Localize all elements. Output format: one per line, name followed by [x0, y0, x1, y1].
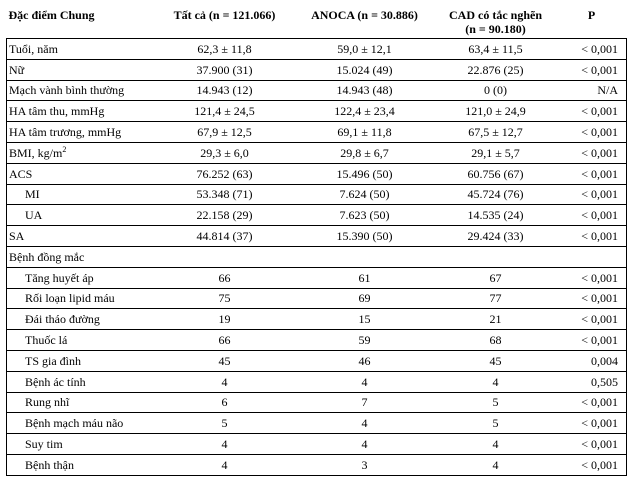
cell-anoca: 4	[295, 371, 435, 392]
cell-cad: 68	[435, 330, 557, 351]
row-label: Mạch vành bình thường	[7, 80, 155, 101]
cell-all: 45	[155, 350, 295, 371]
section-label-comorbidities: Bệnh đồng mắc	[7, 246, 627, 267]
table-row	[7, 163, 627, 184]
cell-p: < 0,001	[557, 434, 627, 455]
cell-p: < 0,001	[557, 142, 627, 163]
cell-cad: 45	[435, 350, 557, 371]
table-row	[7, 288, 627, 309]
cell-anoca: 7.624 (50)	[295, 184, 435, 205]
cell-cad: 29.424 (33)	[435, 226, 557, 247]
cell-cad: 22.876 (25)	[435, 59, 557, 80]
header-all: Tất cả (n = 121.066)	[173, 8, 276, 22]
cell-all: 44.814 (37)	[155, 226, 295, 247]
table-row	[7, 371, 627, 392]
cell-anoca: 15.024 (49)	[295, 59, 435, 80]
cell-p: < 0,001	[557, 288, 627, 309]
cell-all: 4	[155, 434, 295, 455]
header-anoca: ANOCA (n = 30.886)	[311, 8, 418, 22]
table-row	[7, 142, 627, 163]
cell-cad: 29,1 ± 5,7	[435, 142, 557, 163]
table-body	[7, 39, 627, 476]
table-row	[7, 122, 627, 143]
table-row	[7, 434, 627, 455]
cell-all: 29,3 ± 6,0	[155, 142, 295, 163]
cell-all: 76.252 (63)	[155, 163, 295, 184]
row-label: UA	[7, 205, 155, 226]
cell-all: 75	[155, 288, 295, 309]
header-characteristic: Đặc điểm Chung	[8, 8, 95, 22]
cell-anoca: 15.390 (50)	[295, 226, 435, 247]
table-row	[7, 392, 627, 413]
cell-all: 14.943 (12)	[155, 80, 295, 101]
cell-all: 37.900 (31)	[155, 59, 295, 80]
table-row	[7, 226, 627, 247]
cell-all: 19	[155, 309, 295, 330]
cell-cad: 4	[435, 434, 557, 455]
cell-all: 53.348 (71)	[155, 184, 295, 205]
cell-all: 5	[155, 413, 295, 434]
row-label: Suy tim	[7, 434, 155, 455]
cell-anoca: 69	[295, 288, 435, 309]
row-label: Rối loạn lipid máu	[7, 288, 155, 309]
cell-all: 62,3 ± 11,8	[155, 39, 295, 60]
cell-anoca: 15.496 (50)	[295, 163, 435, 184]
row-label: Tăng huyết áp	[7, 267, 155, 288]
table-row	[7, 59, 627, 80]
cell-all: 22.158 (29)	[155, 205, 295, 226]
cell-cad: 14.535 (24)	[435, 205, 557, 226]
cell-cad: 5	[435, 413, 557, 434]
header-cad-line2: (n = 90.180)	[465, 22, 526, 36]
cell-anoca: 15	[295, 309, 435, 330]
cell-anoca: 14.943 (48)	[295, 80, 435, 101]
cell-all: 66	[155, 330, 295, 351]
cell-all: 67,9 ± 12,5	[155, 122, 295, 143]
cell-cad: 45.724 (76)	[435, 184, 557, 205]
row-label: Đái tháo đường	[7, 309, 155, 330]
cell-all: 6	[155, 392, 295, 413]
row-label: Tuổi, năm	[7, 39, 155, 60]
cell-p: < 0,001	[557, 184, 627, 205]
cell-p: < 0,001	[557, 163, 627, 184]
cell-all: 4	[155, 454, 295, 475]
cell-anoca: 4	[295, 434, 435, 455]
row-label: SA	[7, 226, 155, 247]
cell-p: < 0,001	[557, 122, 627, 143]
cell-anoca: 59	[295, 330, 435, 351]
table-row	[7, 101, 627, 122]
header-cad	[435, 4, 557, 39]
table-row	[7, 80, 627, 101]
cell-anoca: 46	[295, 350, 435, 371]
row-label: Bệnh thận	[7, 454, 155, 475]
table-row	[7, 454, 627, 475]
cell-p: < 0,001	[557, 226, 627, 247]
table-row	[7, 350, 627, 371]
row-label-main: BMI, kg/m	[9, 145, 63, 160]
row-label: Nữ	[7, 59, 155, 80]
table-row	[7, 267, 627, 288]
cell-cad: 5	[435, 392, 557, 413]
cell-cad: 0 (0)	[435, 80, 557, 101]
cell-p: < 0,001	[557, 59, 627, 80]
header-row	[7, 4, 627, 39]
cell-cad: 63,4 ± 11,5	[435, 39, 557, 60]
cell-p: < 0,001	[557, 267, 627, 288]
cell-p: < 0,001	[557, 101, 627, 122]
cell-cad: 4	[435, 371, 557, 392]
cell-all: 121,4 ± 24,5	[155, 101, 295, 122]
row-label: Rung nhĩ	[7, 392, 155, 413]
cell-p: < 0,001	[557, 309, 627, 330]
cell-p: < 0,001	[557, 454, 627, 475]
row-label	[7, 142, 155, 163]
cell-p: 0,505	[557, 371, 627, 392]
row-label: Bệnh ác tính	[7, 371, 155, 392]
cell-p: N/A	[557, 80, 627, 101]
cell-cad: 77	[435, 288, 557, 309]
cell-p: < 0,001	[557, 392, 627, 413]
cell-anoca: 3	[295, 454, 435, 475]
row-label: TS gia đình	[7, 350, 155, 371]
row-label: MI	[7, 184, 155, 205]
table-row	[7, 205, 627, 226]
table-row	[7, 309, 627, 330]
row-label: HA tâm trương, mmHg	[7, 122, 155, 143]
cell-cad: 60.756 (67)	[435, 163, 557, 184]
cell-cad: 67	[435, 267, 557, 288]
cell-p: 0,004	[557, 350, 627, 371]
cell-cad: 121,0 ± 24,9	[435, 101, 557, 122]
header-p: P	[587, 8, 596, 22]
cell-anoca: 69,1 ± 11,8	[295, 122, 435, 143]
cell-all: 4	[155, 371, 295, 392]
cell-p: < 0,001	[557, 330, 627, 351]
characteristics-table	[6, 4, 627, 476]
cell-anoca: 122,4 ± 23,4	[295, 101, 435, 122]
cell-anoca: 61	[295, 267, 435, 288]
row-label: ACS	[7, 163, 155, 184]
cell-cad: 21	[435, 309, 557, 330]
table-header	[7, 4, 627, 39]
table-row	[7, 413, 627, 434]
cell-cad: 67,5 ± 12,7	[435, 122, 557, 143]
cell-cad: 4	[435, 454, 557, 475]
cell-p: < 0,001	[557, 39, 627, 60]
cell-p: < 0,001	[557, 413, 627, 434]
cell-anoca: 4	[295, 413, 435, 434]
cell-anoca: 7	[295, 392, 435, 413]
row-label: HA tâm thu, mmHg	[7, 101, 155, 122]
table-row	[7, 39, 627, 60]
cell-p: < 0,001	[557, 205, 627, 226]
row-label: Bệnh mạch máu não	[7, 413, 155, 434]
header-cad-line1: CAD có tắc nghẽn	[449, 8, 542, 22]
cell-all: 66	[155, 267, 295, 288]
section-row	[7, 246, 627, 267]
table-row	[7, 184, 627, 205]
cell-anoca: 7.623 (50)	[295, 205, 435, 226]
row-label-superscript: 2	[62, 144, 67, 154]
cell-anoca: 29,8 ± 6,7	[295, 142, 435, 163]
table-row	[7, 330, 627, 351]
row-label: Thuốc lá	[7, 330, 155, 351]
cell-anoca: 59,0 ± 12,1	[295, 39, 435, 60]
